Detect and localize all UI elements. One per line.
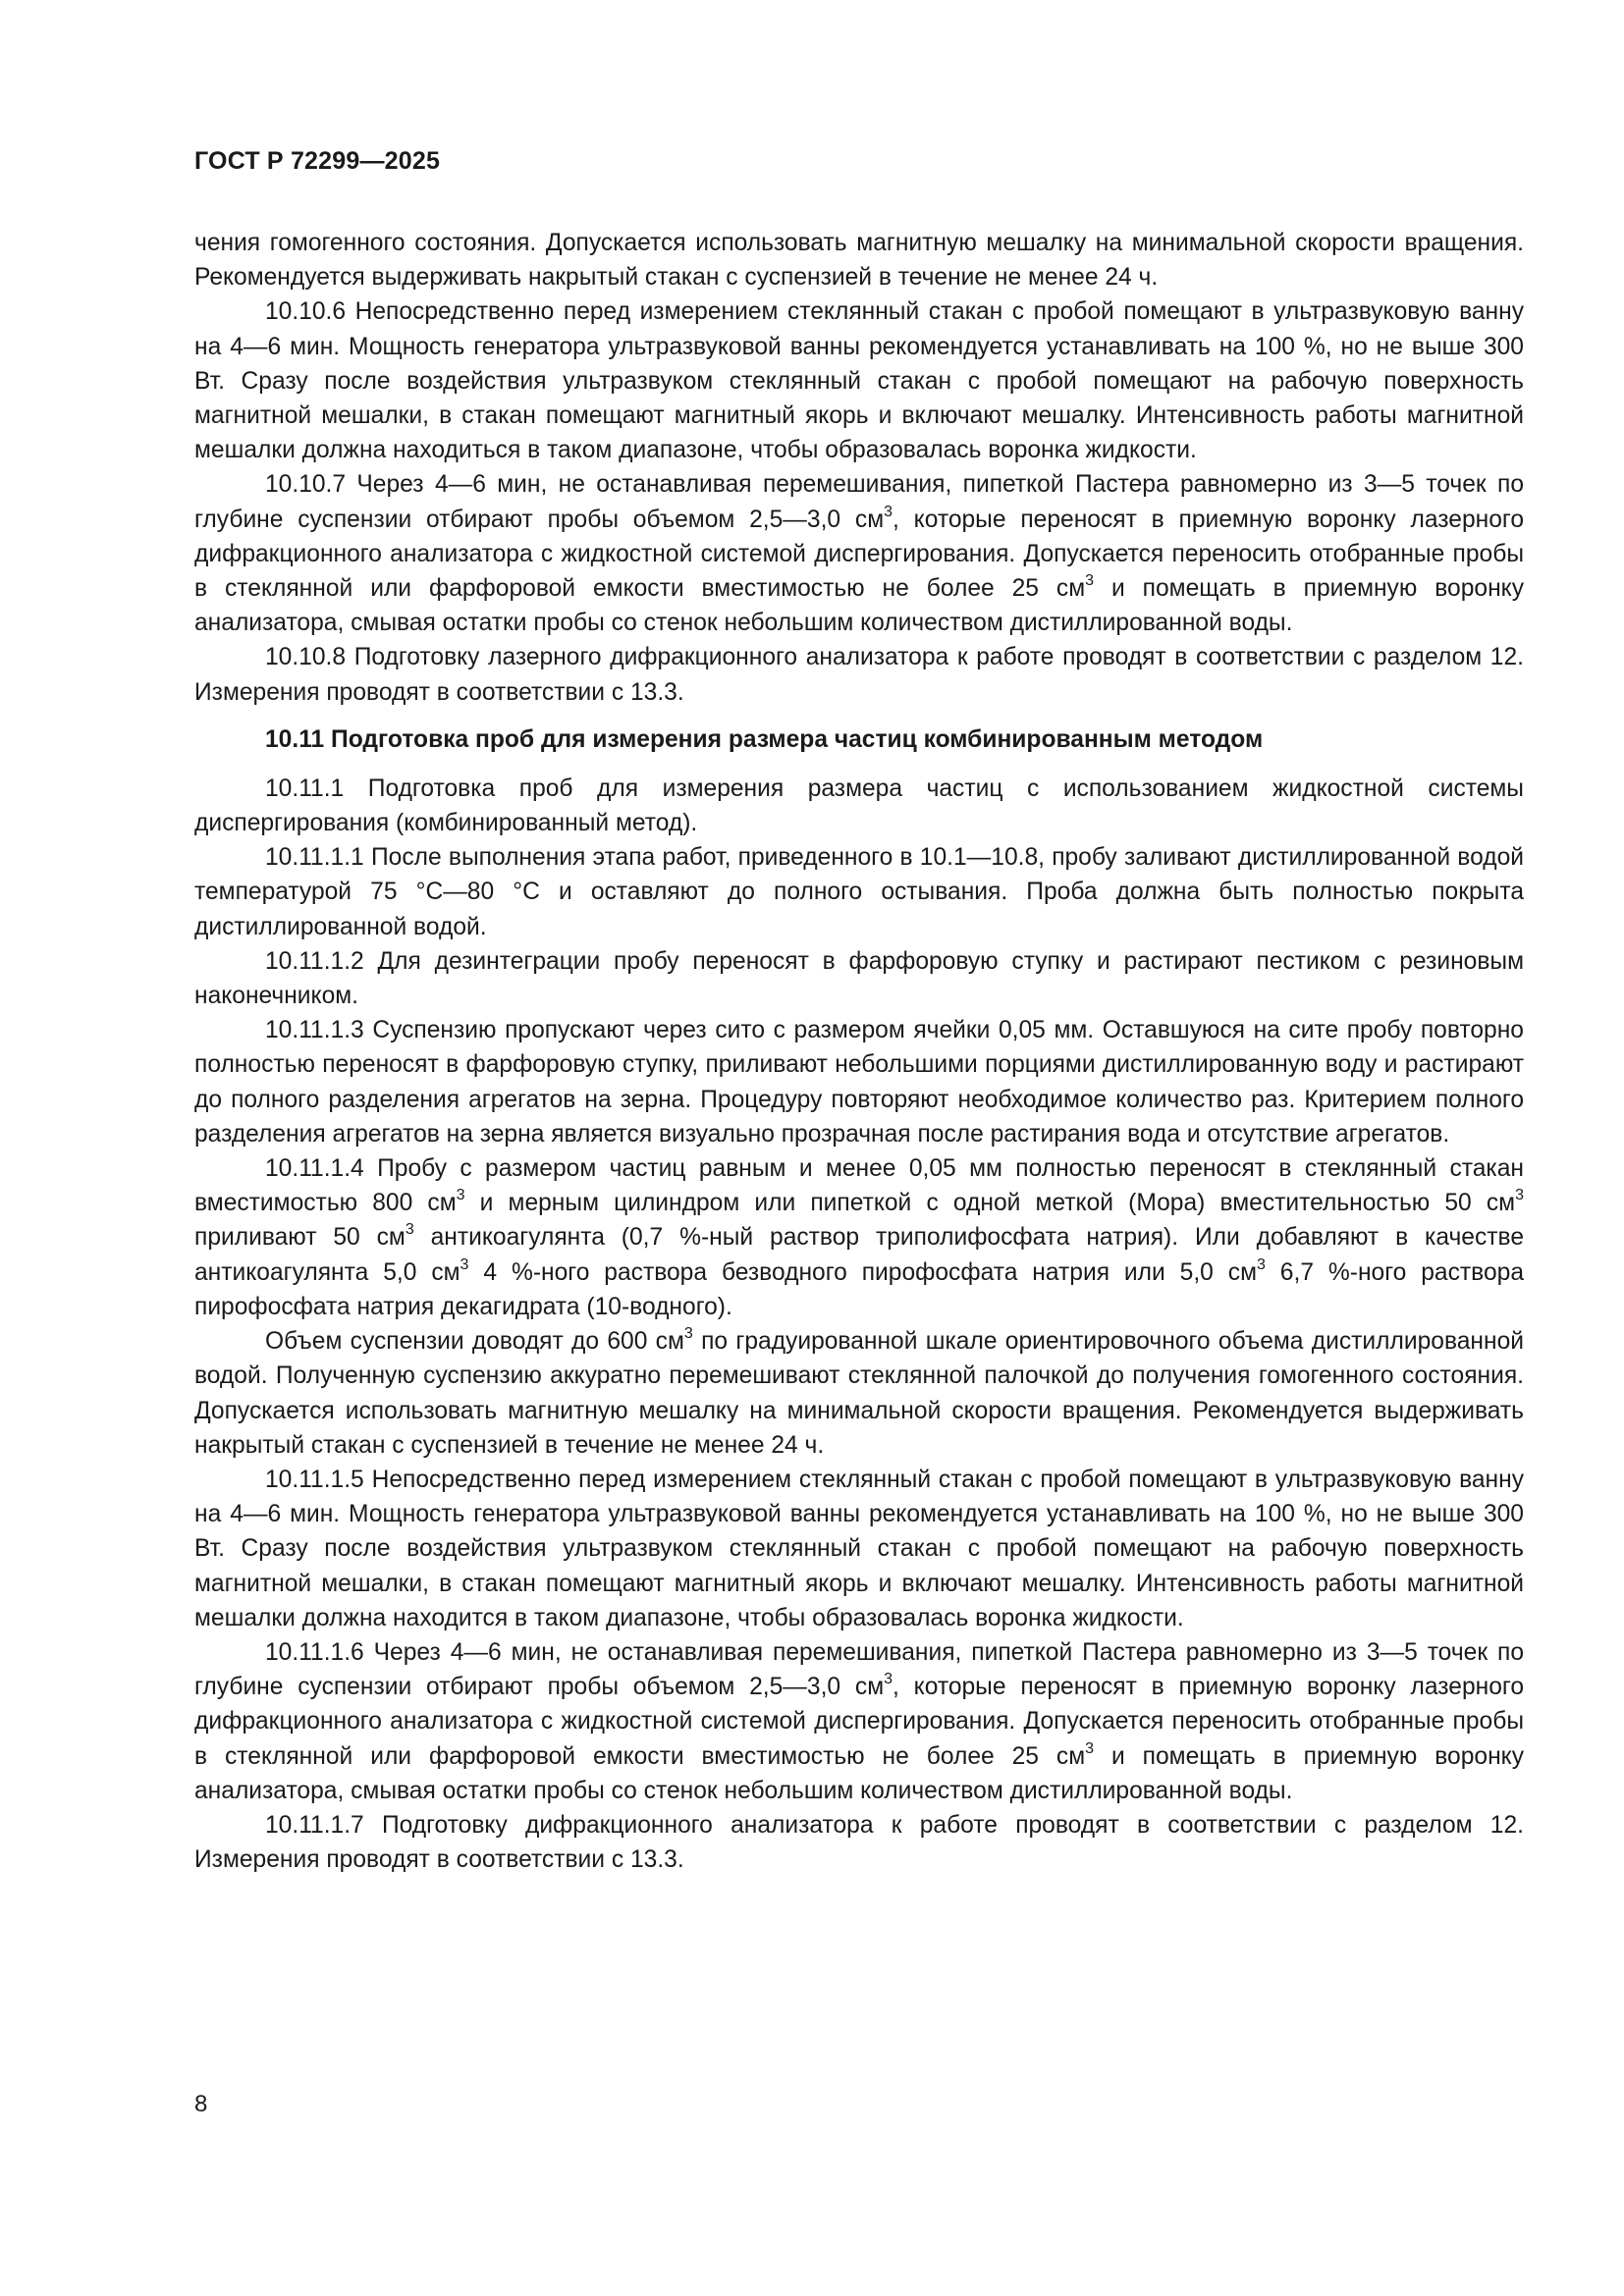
paragraph	[194, 1808, 1524, 1877]
text-run: 10.11.1.4 Пробу с размером частиц равным и менее 0,05 мм полностью переносят в стеклянный стакан вместимостью 800 см	[194, 1155, 1524, 1217]
paragraph	[194, 1013, 1524, 1151]
text-run: по градуированной шкале ориентировочного объема дистиллированной водой. Полученную суспензию аккуратно перемешивают стеклянной палочкой до получения гомогенного состояния. Допускается использовать магнитную мешалку на минимальной скорости вращения. Рекомендуется выдерживать накрытый стакан с суспензией в течение не менее 24 ч.	[194, 1328, 1524, 1459]
text-run: 10.11.1.2 Для дезинтеграции пробу переносят в фарфоровую ступку и растирают пестиком с резиновым наконечником.	[194, 947, 1524, 1010]
superscript: 3	[884, 503, 893, 520]
text-run: 10.11.1 Подготовка проб для измерения размера частиц с использованием жидкостной системы диспергирования (комбинированный метод).	[194, 774, 1524, 837]
superscript: 3	[460, 1255, 469, 1273]
paragraph	[194, 772, 1524, 840]
superscript: 3	[456, 1187, 465, 1204]
text-run: 10.10.6 Непосредственно перед измерением стеклянный стакан с пробой помещают в ультразвуковую ванну на 4—6 мин. Мощность генератора ультразвуковой ванны рекомендуется устанавливать на 100 %, но не выше 300 Вт. Сразу после воздействия ультразвуком стеклянный стакан с пробой помещают на рабочую поверхность магнитной мешалки, в стакан помещают магнитный якорь и включают мешалку. Интенсивность работы магнитной мешалки должна находиться в таком диапазоне, чтобы образовалась воронка жидкости.	[194, 298, 1524, 464]
text-run: 10.11.1.3 Суспензию пропускают через сито с размером ячейки 0,05 мм. Оставшуюся на сите пробу повторно полностью переносят в фарфоровую ступку, приливают небольшими порциями дистиллированную воду и растирают до полного разделения агрегатов на зерна. Процедуру повторяют необходимое количество раз. Критерием полного разделения агрегатов на зерна является визуально прозрачная после растирания вода и отсутствие агрегатов.	[194, 1017, 1524, 1148]
text-run: и помещать в приемную воронку анализатора, смывая остатки пробы со стенок небольшим количеством дистиллированной воды.	[194, 1742, 1524, 1804]
superscript: 3	[405, 1221, 414, 1239]
paragraph	[194, 226, 1524, 294]
superscript: 3	[1515, 1187, 1524, 1204]
text-run: 10.11.1.5 Непосредственно перед измерением стеклянный стакан с пробой помещают в ультразвуковую ванну на 4—6 мин. Мощность генератора ультразвуковой ванны рекомендуется устанавливать на 100 %, но не выше 300 Вт. Сразу после воздействия ультразвуком стеклянный стакан с пробой помещают на рабочую поверхность магнитной мешалки, в стакан помещают магнитный якорь и включают мешалку. Интенсивность работы магнитной мешалки должна находится в таком диапазоне, чтобы образовалась воронка жидкости.	[194, 1466, 1524, 1631]
paragraph	[194, 944, 1524, 1013]
paragraph	[194, 294, 1524, 467]
paragraph	[194, 1463, 1524, 1635]
text-run: чения гомогенного состояния. Допускается использовать магнитную мешалку на минимальной скорости вращения. Рекомендуется выдерживать накрытый стакан с суспензией в течение не менее 24 ч.	[194, 230, 1524, 292]
superscript: 3	[683, 1325, 693, 1343]
page-number: 8	[194, 2091, 208, 2117]
superscript: 3	[884, 1671, 893, 1688]
text-run: 4 %-ного раствора безводного пирофосфата натрия или 5,0 см	[468, 1258, 1257, 1286]
document-header: ГОСТ Р 72299—2025	[194, 147, 441, 175]
text-run: и мерным цилиндром или пипеткой с одной меткой (Мора) вместительностью 50 см	[464, 1190, 1516, 1217]
text-run: 10.11.1.6 Через 4—6 мин, не останавливая перемешивания, пипеткой Пастера равномерно из 3—5 точек по глубине суспензии отбирают пробы объемом 2,5—3,0 см	[194, 1638, 1524, 1701]
text-run: 10.10.8 Подготовку лазерного дифракционного анализатора к работе проводят в соответствии с разделом 12. Измерения проводят в соответствии с 13.3.	[194, 644, 1524, 706]
paragraph	[194, 1151, 1524, 1324]
text-run: Объем суспензии доводят до 600 см	[265, 1328, 684, 1356]
paragraph	[194, 1324, 1524, 1463]
section-heading	[194, 722, 1524, 758]
text-run: 10.11.1.7 Подготовку дифракционного анализатора к работе проводят в соответствии с разделом 12. Измерения проводят в соответствии с 13.3.	[194, 1811, 1524, 1874]
superscript: 3	[1256, 1255, 1266, 1273]
text-run: и помещать в приемную воронку анализатора, смывая остатки пробы со стенок небольшим количеством дистиллированной воды.	[194, 575, 1524, 637]
text-run: 10.10.7 Через 4—6 мин, не останавливая перемешивания, пипеткой Пастера равномерно из 3—5 точек по глубине суспензии отбирают пробы объемом 2,5—3,0 см	[194, 471, 1524, 533]
text-run: 6,7 %-ного раствора пирофосфата натрия декагидрата (10-водного).	[194, 1258, 1524, 1320]
superscript: 3	[1085, 572, 1095, 590]
text-run: антикоагулянта (0,7 %-ный раствор триполифосфата натрия). Или добавляют в качестве антикоагулянта 5,0 см	[194, 1224, 1524, 1286]
text-run: , которые переносят в приемную воронку лазерного дифракционного анализатора с жидкостной системой диспергирования. Допускается переносить отобранные пробы в стеклянной или фарфоровой емкости вместимостью не более 25 см	[194, 1674, 1524, 1770]
paragraph	[194, 840, 1524, 944]
document-body	[194, 226, 1524, 1877]
paragraph	[194, 467, 1524, 640]
superscript: 3	[1085, 1739, 1095, 1757]
text-run: 10.11.1.1 После выполнения этапа работ, приведенного в 10.1—10.8, пробу заливают дистиллированной водой температурой 75 °С—80 °С и оставляют до полного остывания. Проба должна быть полностью покрыта дистиллированной водой.	[194, 844, 1524, 940]
paragraph	[194, 640, 1524, 709]
text-run: 10.11 Подготовка проб для измерения размера частиц комбинированным методом	[265, 725, 1264, 753]
paragraph	[194, 1635, 1524, 1808]
text-run: приливают 50 см	[194, 1224, 406, 1252]
text-run: , которые переносят в приемную воронку лазерного дифракционного анализатора с жидкостной системой диспергирования. Допускается переносить отобранные пробы в стеклянной или фарфоровой емкости вместимостью не более 25 см	[194, 506, 1524, 603]
